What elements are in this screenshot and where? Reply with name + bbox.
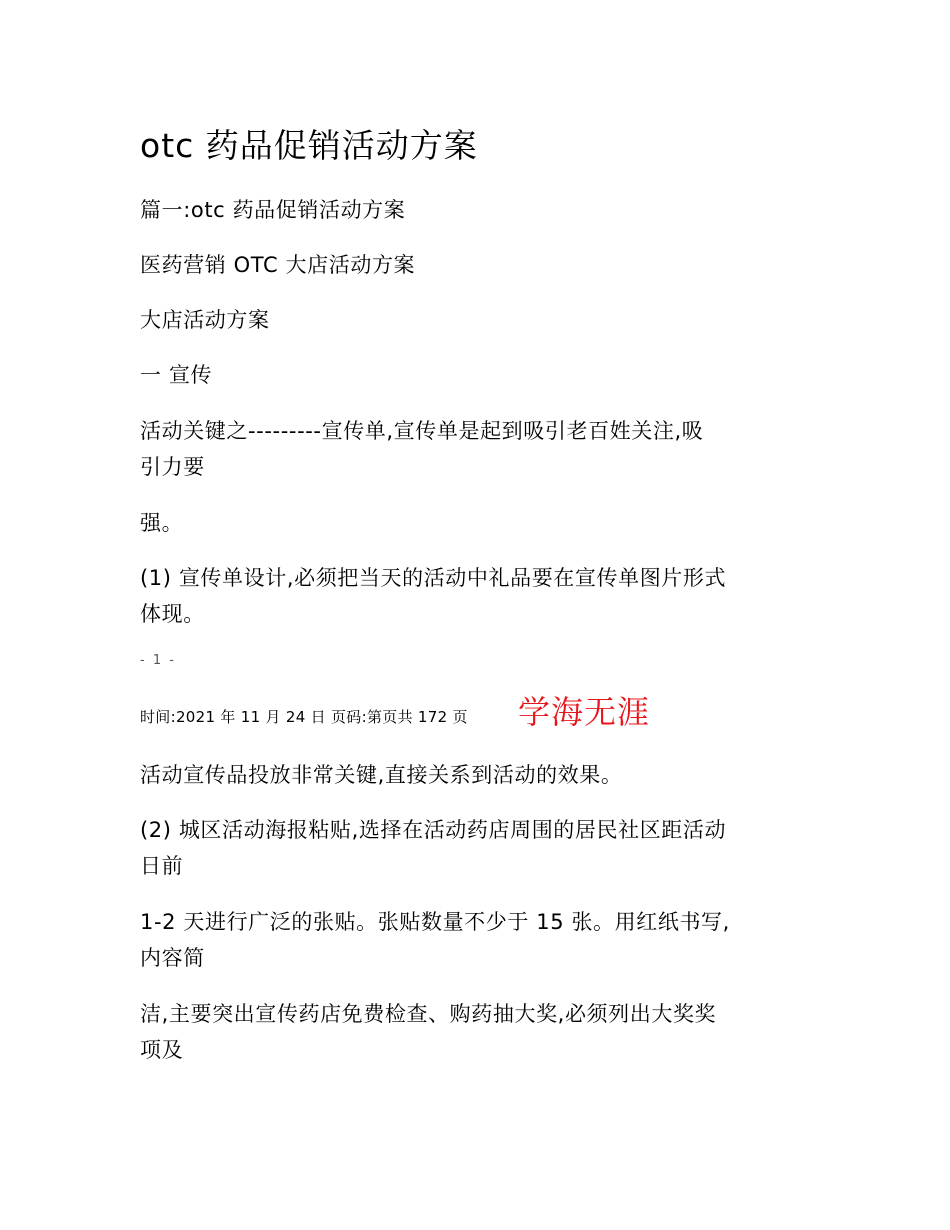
- subtitle-1: 医药营销 OTC 大店活动方案: [140, 253, 416, 277]
- paragraph-2-line-2: 体现。: [140, 602, 205, 626]
- paragraph-5-line-1: 1-2 天进行广泛的张贴。张贴数量不少于 15 张。用红纸书写,: [140, 910, 730, 934]
- footer-meta: 时间:2021 年 11 月 24 日 页码:第页共 172 页: [140, 708, 468, 726]
- paragraph-5-line-2: 内容简: [140, 946, 205, 970]
- page-number: - 1 -: [140, 653, 176, 668]
- paragraph-6-line-1: 洁,主要突出宣传药店免费检查、购药抽大奖,必须列出大奖奖: [140, 1002, 717, 1026]
- paragraph-2-line-1: (1) 宣传单设计,必须把当天的活动中礼品要在宣传单图片形式: [140, 566, 727, 590]
- section-heading: 一 宣传: [140, 363, 213, 387]
- paragraph-1-line-2: 引力要: [140, 455, 205, 479]
- document-title: otc 药品促销活动方案: [140, 126, 478, 165]
- paragraph-4-line-1: (2) 城区活动海报粘贴,选择在活动药店周围的居民社区距活动: [140, 818, 727, 842]
- brand-text: 学海无涯: [518, 693, 651, 731]
- subtitle-2: 大店活动方案: [140, 308, 270, 332]
- part-heading: 篇一:otc 药品促销活动方案: [140, 198, 406, 222]
- paragraph-4-line-2: 日前: [140, 854, 184, 878]
- paragraph-3-line-1: 活动宣传品投放非常关键,直接关系到活动的效果。: [140, 763, 623, 787]
- paragraph-1-line-1: 活动关键之---------宣传单,宣传单是起到吸引老百姓关注,吸: [140, 419, 704, 443]
- paragraph-6-line-2: 项及: [140, 1038, 184, 1062]
- paragraph-1-line-3: 强。: [140, 511, 184, 535]
